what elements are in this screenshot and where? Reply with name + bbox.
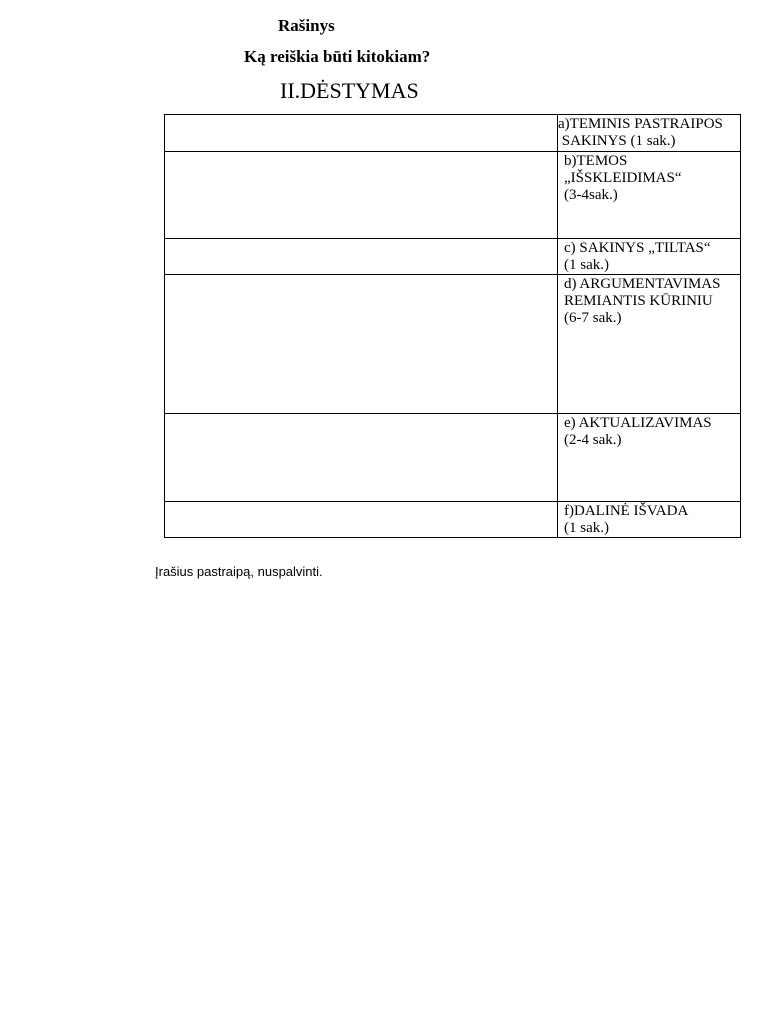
table-row — [165, 275, 741, 414]
row-label-partial-conclusion: f)DALINĖ IŠVADA (1 sak.) — [564, 503, 689, 536]
label-cell — [558, 152, 741, 239]
writing-cell-topic-sentence[interactable] — [165, 115, 558, 152]
row-label-theme-development: b)TEMOS „IŠSKLEIDIMAS“ (3-4sak.) — [564, 153, 682, 203]
label-cell — [558, 239, 741, 275]
row-label-argumentation: d) ARGUMENTAVIMAS REMIANTIS KŪRINIU (6-7 sak.) — [564, 276, 721, 326]
document-title: Rašinys — [278, 16, 335, 35]
table-row — [165, 239, 741, 275]
label-cell — [558, 275, 741, 414]
label-cell — [558, 115, 741, 152]
row-label-actualization: e) AKTUALIZAVIMAS (2-4 sak.) — [564, 415, 712, 448]
paragraph-plan-table — [164, 114, 741, 538]
essay-question: Ką reiškia būti kitokiam? — [244, 47, 431, 66]
section-heading: II.DĖSTYMAS — [280, 78, 419, 103]
table-row — [165, 115, 741, 152]
writing-cell-argumentation[interactable] — [165, 275, 558, 414]
row-label-topic-sentence: a)TEMINIS PASTRAIPOS SAKINYS (1 sak.) — [558, 116, 723, 149]
label-cell — [558, 414, 741, 502]
writing-cell-partial-conclusion[interactable] — [165, 502, 558, 538]
label-cell — [558, 502, 741, 538]
row-label-bridge-sentence: c) SAKINYS „TILTAS“ (1 sak.) — [564, 240, 711, 273]
table-row — [165, 502, 741, 538]
writing-cell-bridge-sentence[interactable] — [165, 239, 558, 275]
writing-cell-actualization[interactable] — [165, 414, 558, 502]
footer-note: Įrašius pastraipą, nuspalvinti. — [155, 564, 323, 579]
table-row — [165, 152, 741, 239]
table-row — [165, 414, 741, 502]
writing-cell-theme-development[interactable] — [165, 152, 558, 239]
